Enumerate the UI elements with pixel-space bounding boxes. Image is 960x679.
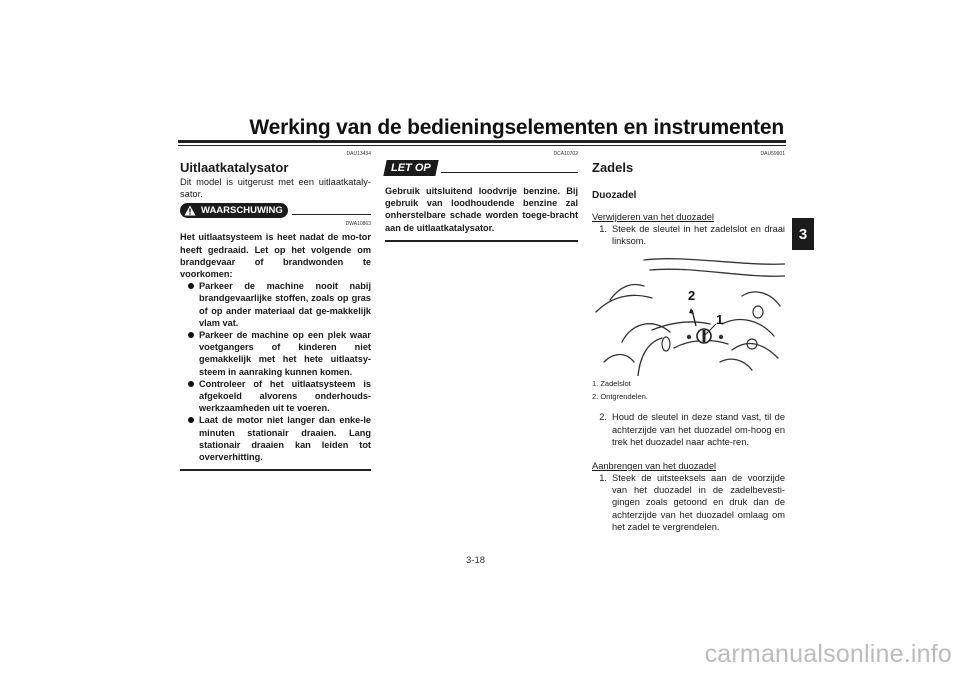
chapter-tab: 3 (792, 218, 814, 250)
section-code: DAU13434 (346, 151, 371, 157)
section-code: DAU59901 (760, 151, 785, 157)
figure-label-two: 2 (688, 288, 696, 304)
bullet-icon (188, 332, 194, 338)
warning-triangle-icon (184, 205, 196, 216)
warning-bullet: Laat de motor niet langer dan enke-le minuten stationair draaien. Lang stationair draaien kan leiden tot oververhitting. (188, 414, 371, 463)
warning-header (180, 203, 371, 218)
bullet-icon (188, 417, 194, 423)
notice-header (385, 160, 578, 176)
figure-caption: 1. Zadelslot (592, 379, 631, 389)
step-item: 2. Houd de sleutel in deze stand vast, til de achterzijde van het duozadel om-hoog en trek het duozadel naar achte-ren. (599, 412, 785, 447)
seat-lock-illustration (592, 252, 785, 376)
figure-label-one: 1 (716, 312, 724, 328)
warning-label: WAARSCHUWING (201, 205, 283, 217)
page-number: 3-18 (466, 555, 486, 566)
warning-rule (292, 214, 371, 215)
intro-text: Dit model is uitgerust met een uitlaatkataly-sator. (180, 177, 371, 200)
bullet-icon (188, 381, 194, 387)
warning-badge (180, 203, 288, 218)
remove-steps-continued (592, 411, 785, 448)
watermark: carmanualsonline.info (704, 640, 952, 668)
notice-text: Gebruik uitsluitend loodvrije benzine. Bij gebruik van loodhoudende benzine zal onherstelbare schade worden toege-bracht aan de uitlaatkatalysator. (385, 186, 578, 233)
subsection-title: Duozadel (592, 190, 637, 201)
notice-code: DCA10702 (553, 151, 578, 157)
page-header-title: Werking van de bedieningselementen en instrumenten (249, 116, 784, 139)
warning-bullet: Parkeer de machine op een plek waar voetgangers of kinderen niet gemakkelijk met het hete uitlaatsy-steem in aanraking kunnen komen. (188, 329, 371, 378)
column-notice (385, 150, 578, 242)
header-rule (178, 140, 786, 143)
step-item: 1. Steek de uitsteeksels aan de voorzijde van het duozadel in de zadelbevesti-gingen zoals getoond en druk dan de achterzijde van het duozadel omlaag om het zadel te vergrendelen. (599, 473, 785, 532)
column-seats (592, 150, 785, 533)
section-title: Uitlaatkatalysator (180, 160, 289, 175)
notice-end-rule (385, 240, 578, 242)
warning-code: DWA10863 (345, 221, 371, 228)
remove-steps (592, 223, 785, 247)
header-rule-thin (178, 145, 786, 146)
notice-badge (383, 160, 438, 176)
notice-label: LET OP (391, 162, 431, 174)
warning-bullet: Controleer of het uitlaatsysteem is afgekoeld alvorens onderhouds-werkzaamheden uit te voeren. (188, 378, 371, 415)
warning-text: Het uitlaatsysteem is heet nadat de mo-tor heeft gedraaid. Let op het volgende om brandgevaar of brandwonden te voorkomen: (180, 232, 371, 280)
install-steps (592, 472, 785, 533)
figure-caption: 2. Ontgrendelen. (592, 392, 648, 402)
warning-bullet: Parkeer de machine nooit nabij brandgevaarlijke stoffen, zoals op gras of op ander materiaal dat ge-makkelijk vlam vat. (188, 280, 371, 329)
remove-heading: Verwijderen van het duozadel (592, 212, 714, 222)
step-item: 1. Steek de sleutel in het zadelslot en draai linksom. (599, 224, 785, 247)
section-title: Zadels (592, 160, 634, 175)
column-exhaust-catalyst (180, 150, 371, 471)
install-heading: Aanbrengen van het duozadel (592, 461, 717, 472)
notice-rule (441, 172, 578, 173)
bullet-icon (188, 283, 194, 289)
warning-end-rule (180, 469, 371, 471)
warning-bullet-list (188, 280, 371, 463)
seat-lock-figure (592, 252, 785, 376)
